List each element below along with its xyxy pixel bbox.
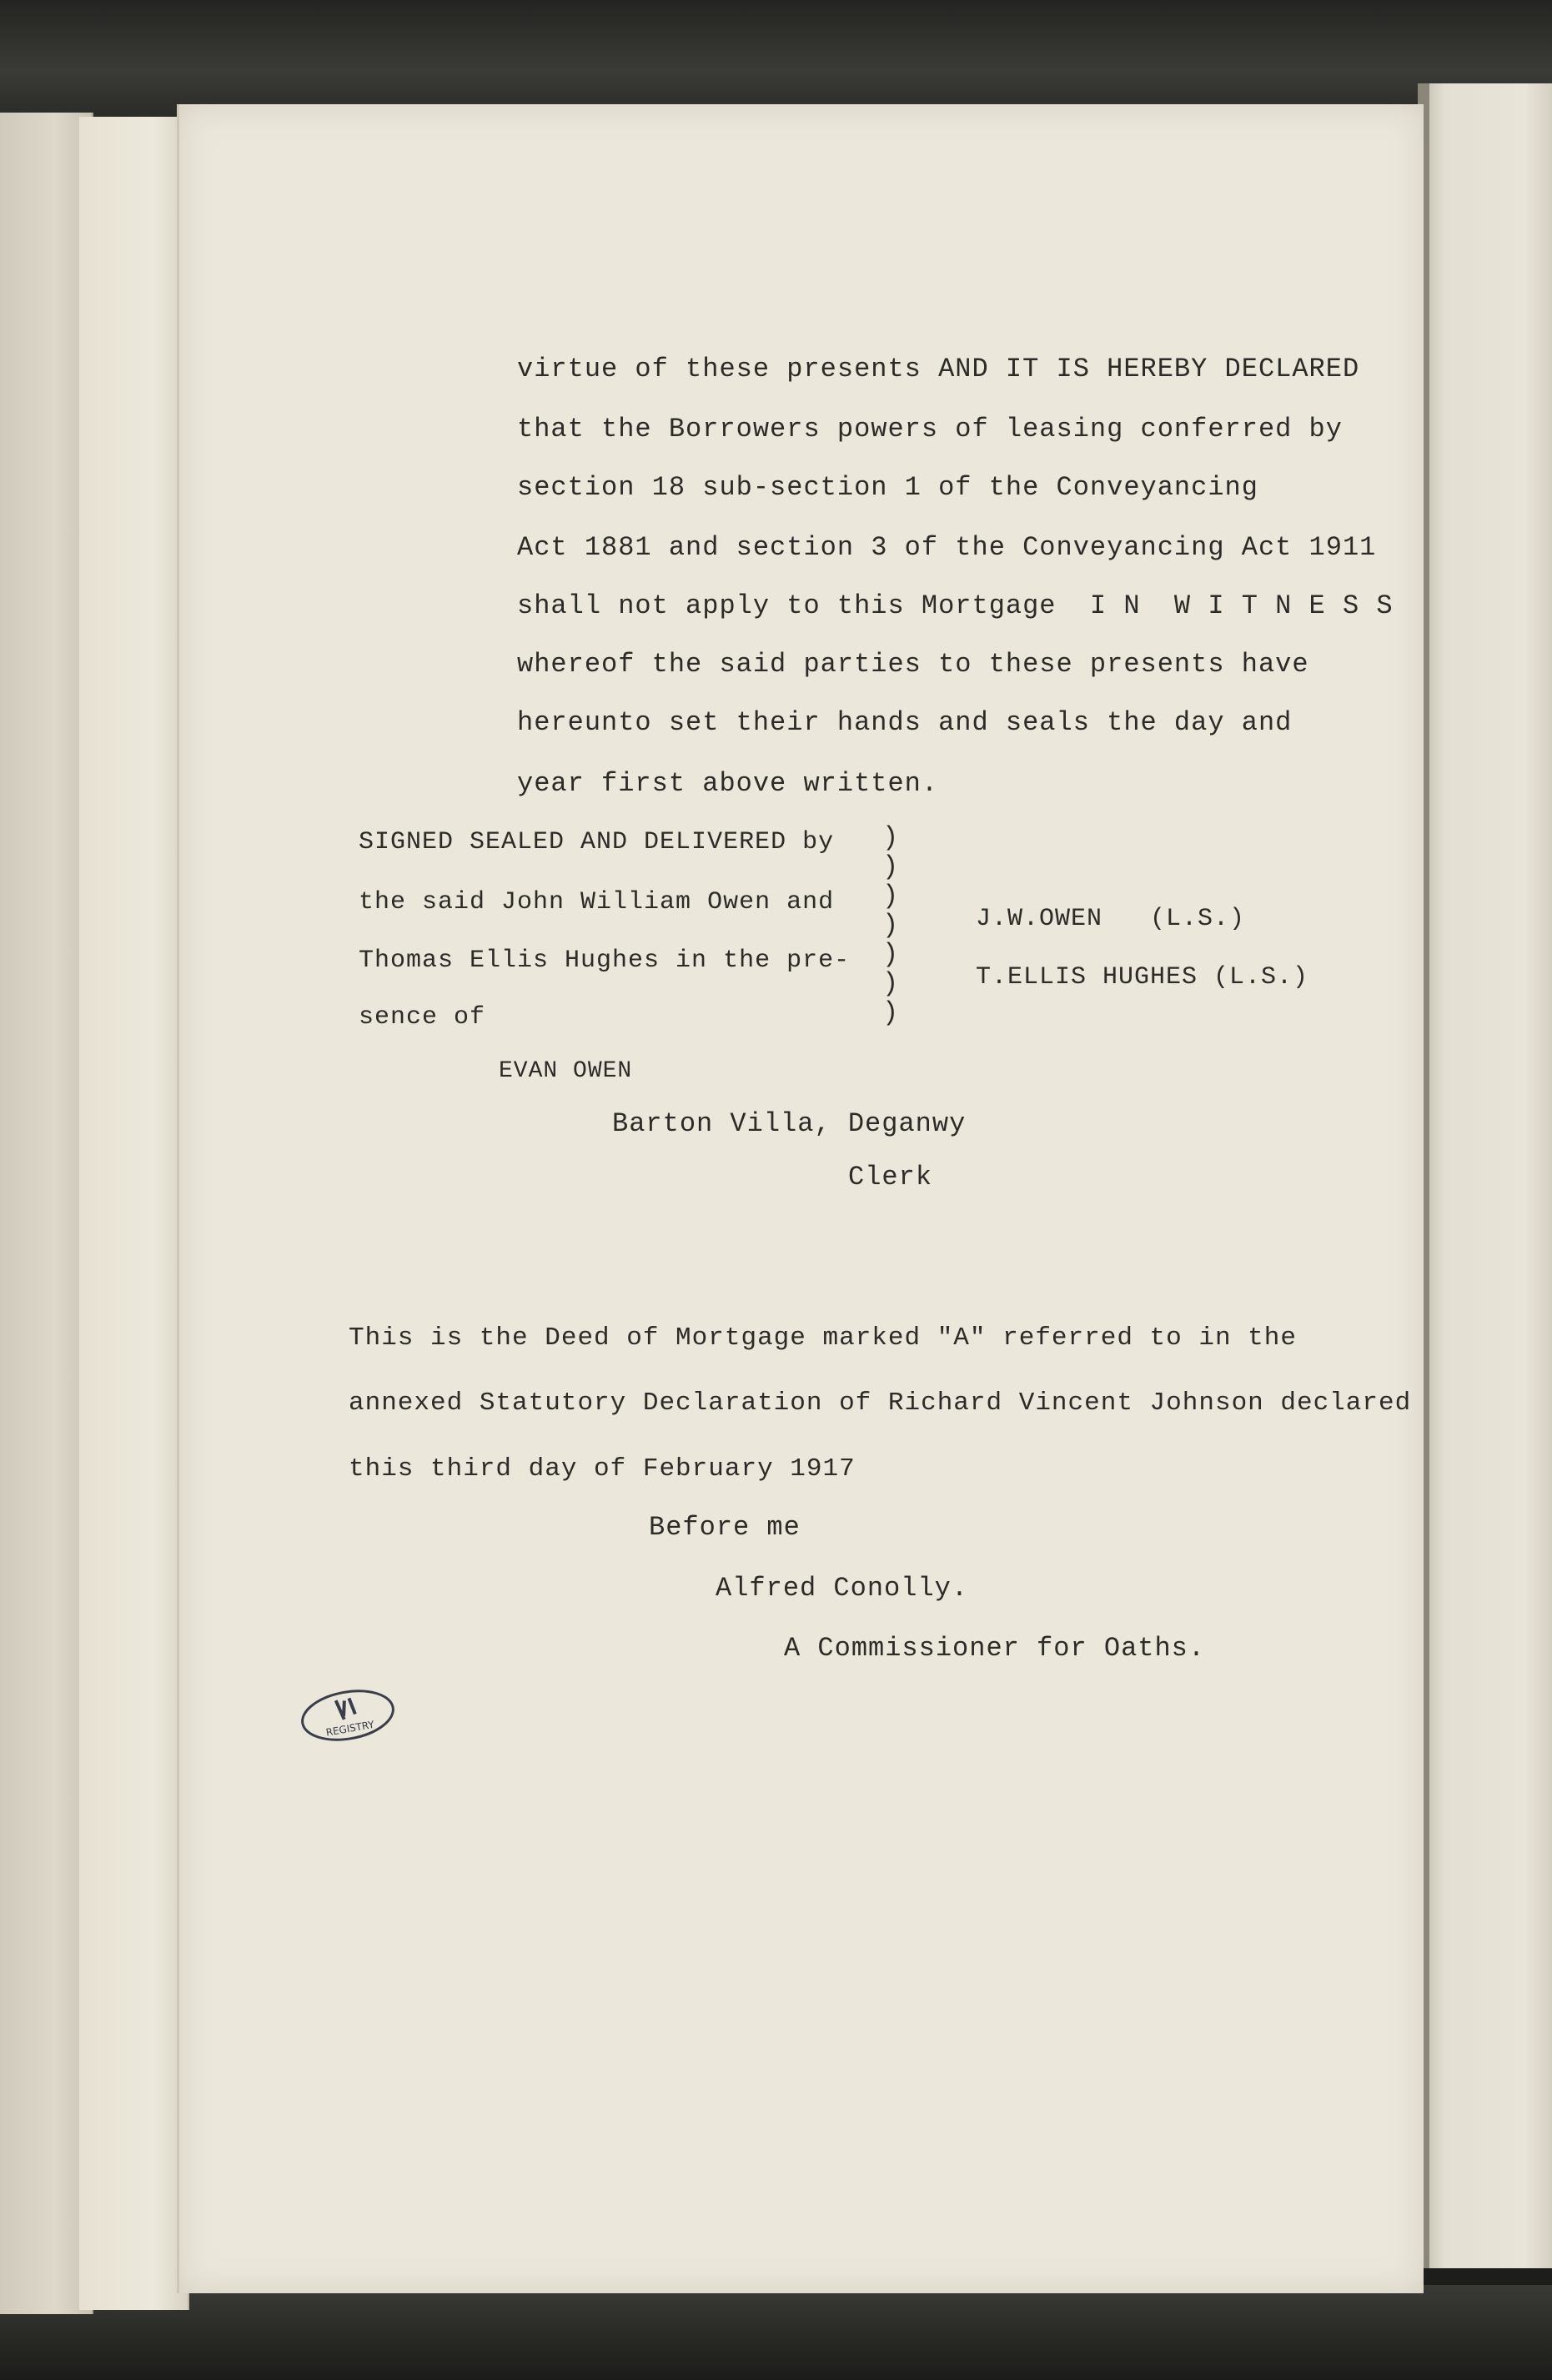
paragraph-line: virtue of these presents AND IT IS HEREBY DECLARED xyxy=(517,354,1360,384)
bracket: ) xyxy=(882,939,900,970)
paragraph-line: hereunto set their hands and seals the day and xyxy=(517,707,1293,738)
witness-occupation: Clerk xyxy=(848,1162,933,1193)
paragraph-line: shall not apply to this Mortgage I N W I T N E S S xyxy=(517,590,1394,621)
bracket: ) xyxy=(882,910,900,941)
attestation-line: sence of xyxy=(359,1003,486,1032)
book-binding-top xyxy=(0,0,1552,117)
book-binding-bottom xyxy=(0,2285,1552,2380)
seal-text: REGISTRY xyxy=(324,1718,375,1739)
attestation-line: Thomas Ellis Hughes in the pre- xyxy=(359,946,851,975)
witness-name: EVAN OWEN xyxy=(499,1058,633,1084)
paragraph-line: year first above written. xyxy=(517,768,939,799)
before-me: Before me xyxy=(649,1512,801,1543)
paragraph-line: that the Borrowers powers of leasing conferred by xyxy=(517,414,1343,444)
paragraph-line: section 18 sub-section 1 of the Conveyancing xyxy=(517,472,1258,503)
signature-hughes: T.ELLIS HUGHES (L.S.) xyxy=(976,963,1309,992)
bracket: ) xyxy=(882,851,900,882)
signature-owen: J.W.OWEN (L.S.) xyxy=(976,905,1246,933)
underlying-page-edge xyxy=(79,117,189,2310)
exhibit-line: this third day of February 1917 xyxy=(349,1454,856,1484)
bracket: ) xyxy=(882,968,900,999)
bracket: ) xyxy=(882,822,900,853)
paragraph-line: whereof the said parties to these presents have xyxy=(517,649,1309,680)
bracket: ) xyxy=(882,997,900,1028)
exhibit-line: This is the Deed of Mortgage marked "A" referred to in the xyxy=(349,1323,1297,1353)
commissioner-title: A Commissioner for Oaths. xyxy=(784,1633,1206,1664)
paragraph-line: Act 1881 and section 3 of the Conveyancing Act 1911 xyxy=(517,532,1377,563)
bracket: ) xyxy=(882,881,900,911)
witness-address: Barton Villa, Deganwy xyxy=(612,1108,967,1139)
attestation-line: the said John William Owen and xyxy=(359,888,835,916)
commissioner-name: Alfred Conolly. xyxy=(716,1573,969,1604)
exhibit-line: annexed Statutory Declaration of Richard Vincent Johnson declared xyxy=(349,1388,1412,1418)
attestation-line: SIGNED SEALED AND DELIVERED by xyxy=(359,828,835,856)
right-page-edge xyxy=(1418,83,1552,2268)
